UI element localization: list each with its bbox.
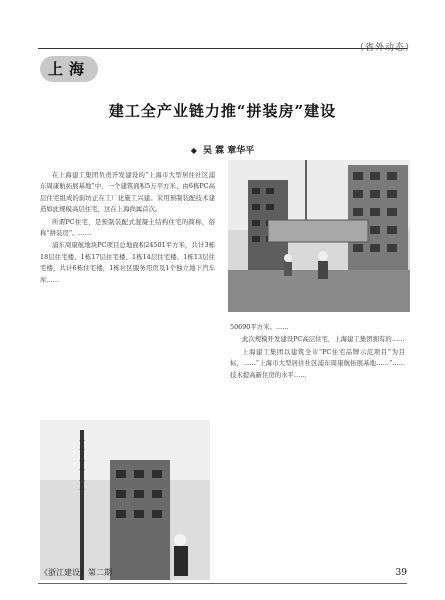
article-title: 建工全产业链力推“拼装房”建设 <box>108 102 337 120</box>
crane-photo <box>40 420 210 580</box>
paragraph: 在上海建工集团负责开发建设的“上海市大型居住社区浦东周康航拓展基地”中，一个建筑面积5万平方米、由6栋PC高层住宅组成的街坊正在工厂化施工兴建。采用预制装配技术建造如此规模高层住宅，这在上海尚属首次。 <box>40 171 215 214</box>
paragraph: 上海建工集团以建筑全市“PC住宅品牌示范项目”为目标，……“上海市大型居住社区浦东周康航拓展基地……”……技术提高新住房的水平…… <box>230 347 405 379</box>
footer-rule <box>38 583 407 584</box>
paragraph: 50690平方米。…… <box>230 323 289 331</box>
left-column <box>40 170 215 287</box>
paragraph: 浦东周康航地块PC项目总地面积24501平方米，共计3栋18层住宅楼、1栋17层住宅楼、1栋14层住宅楼、1栋13层住宅楼，共计6栋住宅楼，1栋社区服务用房及1个独立地下汽车库…… <box>40 241 215 284</box>
region-badge: 上海 <box>40 56 98 82</box>
section-tagline: （省外动态） <box>354 43 415 53</box>
diamond-icon: ◆ <box>190 145 197 155</box>
page-number: 39 <box>395 568 407 578</box>
journal-name: 《浙江建设》第二期 <box>40 568 112 577</box>
paragraph: 所谓PC住宅，是预制装配式混凝土结构住宅的简称，俗称“拼装房”。…… <box>40 217 215 238</box>
article-authors <box>0 143 445 156</box>
authors-names: 吴 霖 章华平 <box>202 146 255 156</box>
construction-photo <box>228 160 410 312</box>
paragraph: 此次规模开发建设PC高层住宅，上海建工集团拥有的…… <box>242 335 405 344</box>
header-rule <box>38 48 407 49</box>
right-column <box>230 322 405 382</box>
